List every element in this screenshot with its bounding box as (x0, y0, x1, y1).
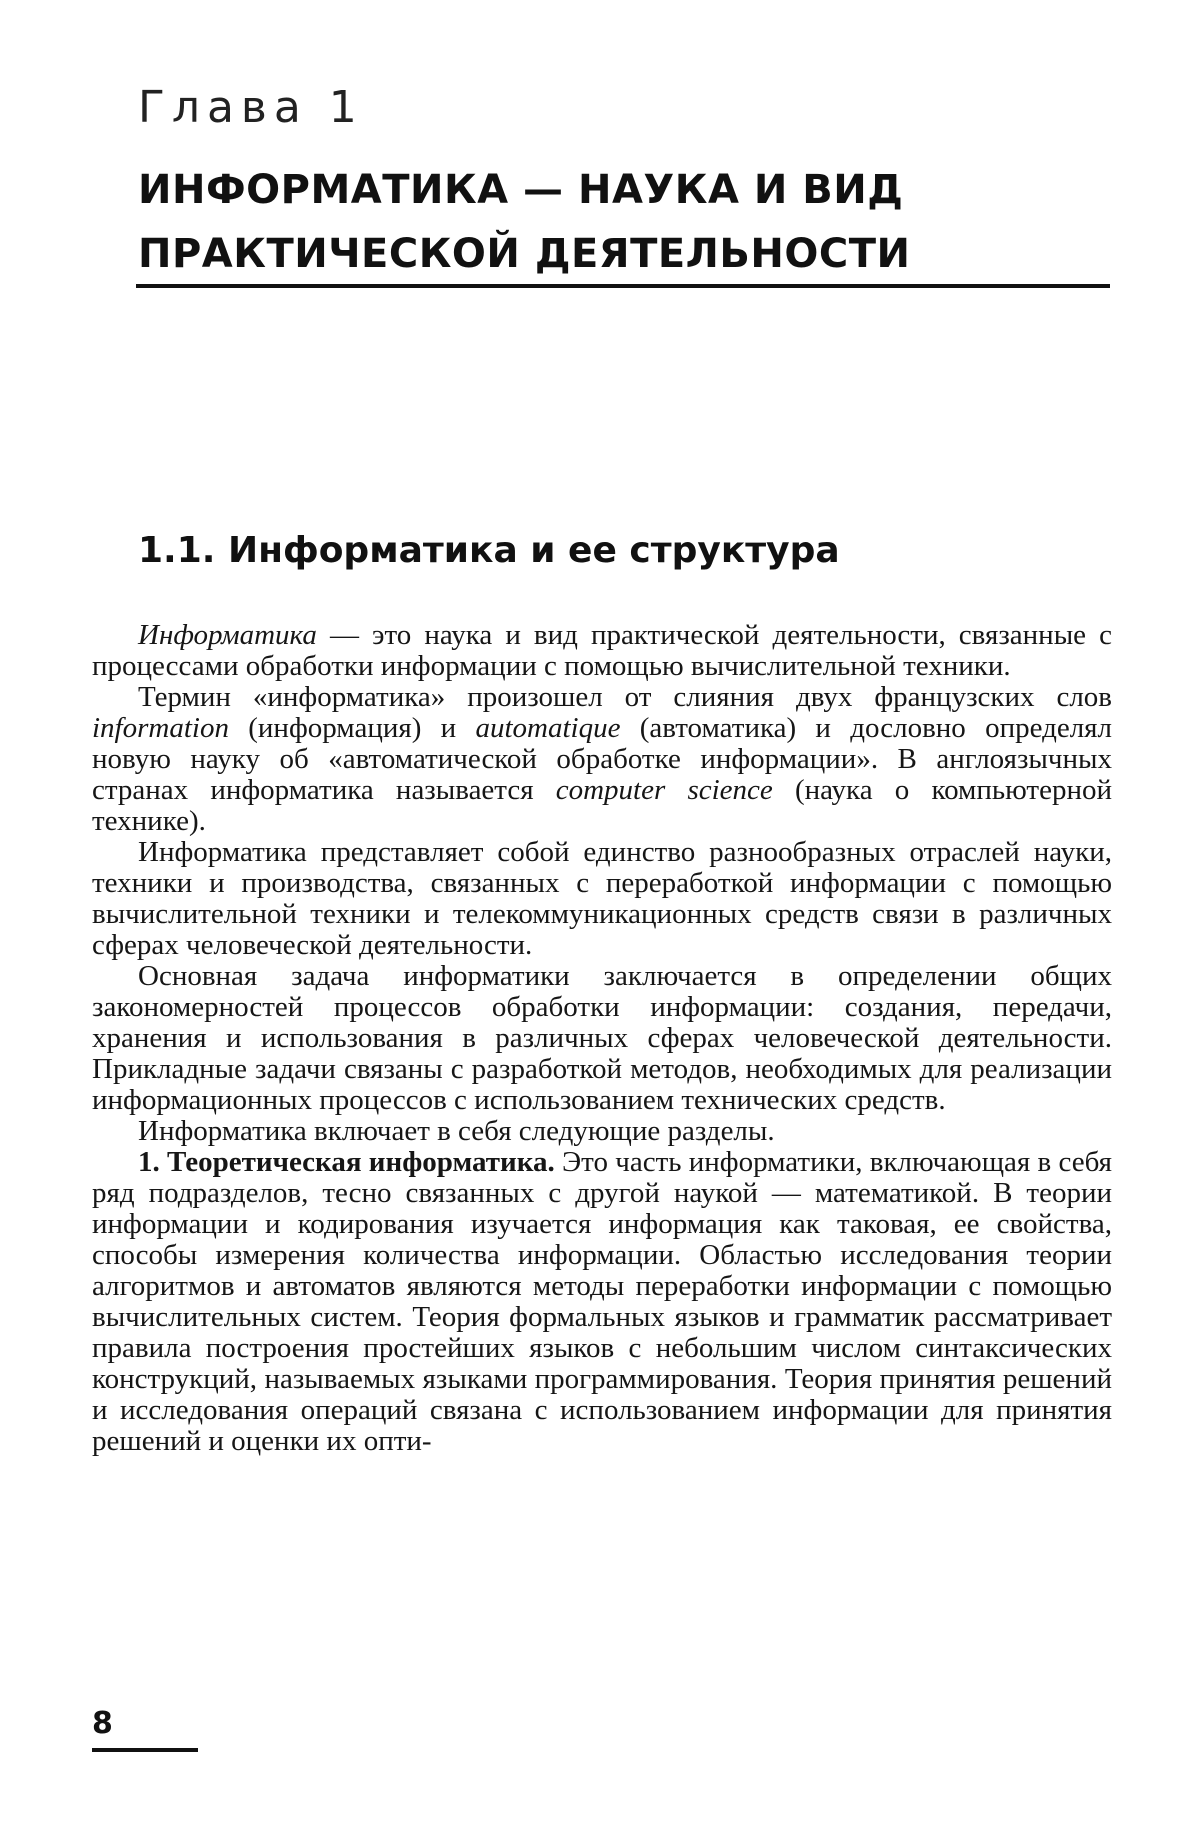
paragraph-2-text-1: Термин «информатика» произошел от слияния двух французских слов (138, 681, 1112, 713)
paragraph-2 (92, 682, 1112, 837)
term-informatika: Информатика (138, 619, 317, 651)
chapter-title-rule (136, 284, 1110, 288)
chapter-title-line-2: ПРАКТИЧЕСКОЙ ДЕЯТЕЛЬНОСТИ (138, 231, 911, 277)
section-heading: 1.1. Информатика и ее структура (138, 530, 840, 571)
paragraph-4: Основная задача информатики заключается в определении общих закономерностей процессов обработки информации: создания, передачи, хранения и использования в различных сферах человеческой деятельности. Прикладные задачи связаны с разработкой методов, необходимых для реализации информационных процессов с использованием технических средств. (92, 960, 1112, 1116)
term-information: information (92, 712, 229, 744)
paragraph-3: Информатика представляет собой единство разнообразных отраслей науки, техники и производства, связанных с переработкой информации с помощью вычислительной техники и телекоммуникационных средств связи в различных сферах человеческой деятельности. (92, 836, 1112, 961)
chapter-label: Глава 1 (138, 82, 364, 133)
chapter-title-line-1: ИНФОРМАТИКА — НАУКА И ВИД (138, 167, 904, 213)
paragraph-1 (92, 620, 1112, 682)
term-automatique: automatique (475, 712, 621, 744)
term-computer-science: computer science (555, 774, 773, 806)
paragraph-2-text-3: (автоматика) и дословно определял новую науку об «автоматической обработке информации». В англоязычных странах информатика называется (92, 712, 1112, 806)
subsection-theoretical-informatics: 1. Теоретическая информатика. (138, 1146, 555, 1178)
chapter-title (138, 158, 1118, 286)
paragraph-2-text-4: (наука о компьютерной технике). (92, 774, 1112, 837)
paragraph-6-text: Это часть информатики, включающая в себя ряд подразделов, тесно связанных с другой наукой — математикой. В теории информации и кодирования изучается информация как таковая, ее свойства, способы измерения количества информации. Областью исследования теории алгоритмов и автоматов являются методы переработки информации с помощью вычислительных систем. Теория формальных языков и грамматик рассматривает правила построения простейших языков с небольшим числом синтаксических конструкций, называемых языками программирования. Теория принятия решений и исследования операций связана с использованием информации для принятия решений и оценки их опти- (92, 1146, 1112, 1457)
paragraph-2-text-2: (информация) и (228, 712, 476, 744)
paragraph-5: Информатика включает в себя следующие разделы. (138, 1115, 775, 1147)
paragraph-1-text: — это наука и вид практической деятельности, связанные с процессами обработки информации с помощью вычислительной техники. (92, 619, 1112, 682)
page-number: 8 (92, 1706, 113, 1741)
page-number-rule (92, 1748, 198, 1752)
body-text (92, 620, 1112, 1457)
paragraph-6 (92, 1147, 1112, 1457)
